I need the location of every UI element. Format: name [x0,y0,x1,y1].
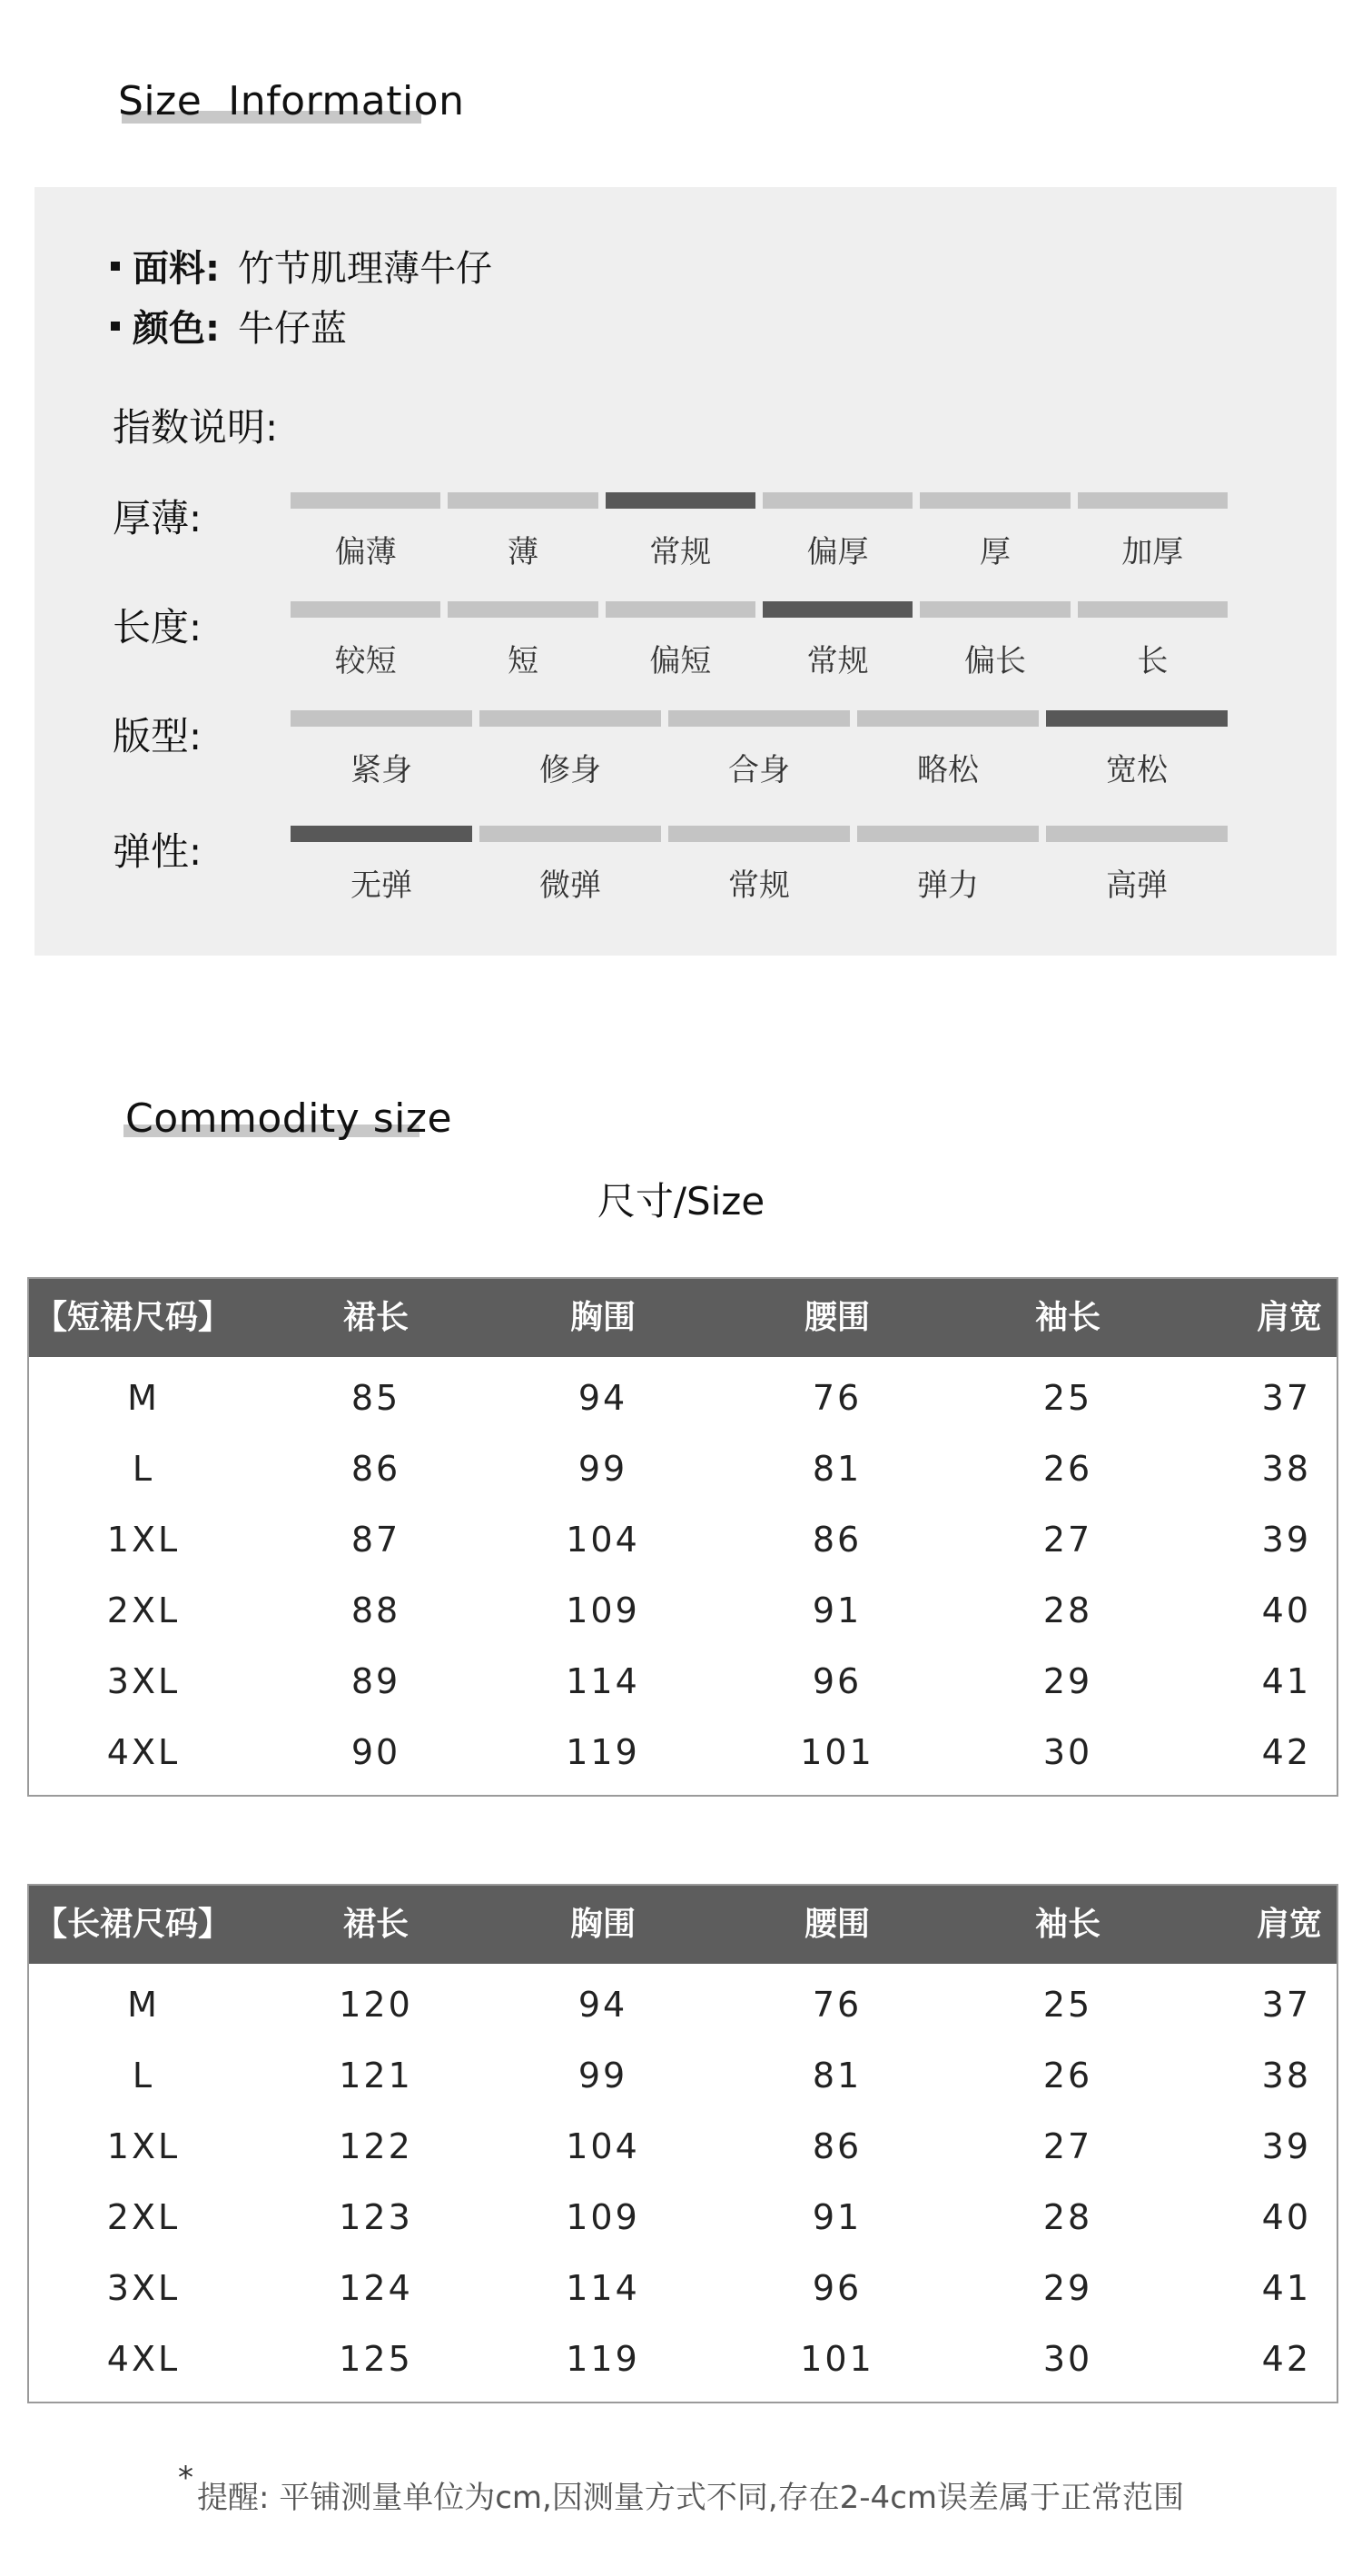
table-header-cell: 胸围 [569,1299,636,1336]
table-cell: 96 [812,1661,863,1701]
scale-option-label: 薄 [507,534,538,570]
scale-option-label: 厚 [979,534,1011,570]
table-cell: 125 [339,2339,413,2379]
scale-option-label: 加厚 [1121,534,1184,570]
table-cell: 109 [566,2197,640,2237]
table-header [29,1279,1337,1357]
scale-segment [448,492,597,509]
scale-segment [448,601,597,618]
table-cell: 42 [1261,1732,1311,1772]
scale-label: 厚薄: [113,496,202,540]
bullet-icon [111,262,120,271]
table-header [29,1886,1337,1964]
size-label-cell: 2XL [106,2197,181,2237]
scale-option-label: 偏厚 [806,534,869,570]
table-cell: 94 [577,1378,628,1418]
table-row [29,1362,1337,1433]
table-cell: 91 [812,1590,863,1630]
table-cell: 91 [812,2197,863,2237]
table-cell: 86 [812,2126,863,2166]
table-cell: 38 [1261,2056,1311,2095]
note-star: * [177,2460,193,2496]
scale-option-label: 无弹 [350,867,412,904]
table-header-cell: 袖长 [1034,1299,1100,1336]
table-row [29,2323,1337,2394]
table-cell: 85 [350,1378,401,1418]
fabric-row [111,240,492,292]
size-table [27,1884,1338,2403]
fabric-key: 面料: [133,248,220,290]
table-header-cell: 裙长 [342,1906,409,1943]
scale-option-label: 偏长 [963,643,1026,679]
scale-option-label: 偏薄 [334,534,397,570]
table-cell: 25 [1042,1378,1093,1418]
scale-segment-selected [763,601,913,618]
scale-option-label: 略松 [917,752,979,788]
size-label-cell: 1XL [106,2126,181,2166]
table-cell: 109 [566,1590,640,1630]
scale-segment [291,601,440,618]
table-cell: 76 [812,1985,863,2025]
table-cell: 114 [566,2268,640,2308]
table-row [29,1646,1337,1717]
table-cell: 42 [1261,2339,1311,2379]
table-cell: 29 [1042,2268,1093,2308]
table-cell: 119 [566,1732,640,1772]
table-cell: 26 [1042,1449,1093,1489]
table-cell: 89 [350,1661,401,1701]
table-header-cell: 袖长 [1034,1906,1100,1943]
color-row [111,300,347,352]
size-label-cell: 4XL [106,2339,181,2379]
table-cell: 121 [339,2056,413,2095]
table-row [29,1575,1337,1646]
size-label-cell: 2XL [106,1590,181,1630]
table-row [29,1504,1337,1575]
table-cell: 123 [339,2197,413,2237]
scale-label: 弹性: [113,829,202,874]
size-label-cell: L [132,1449,155,1489]
table-cell: 39 [1261,2126,1311,2166]
scale-segment [668,710,850,727]
table-cell: 101 [800,2339,874,2379]
table-title-cell: 【长裙尺码】 [35,1906,232,1943]
table-row [29,2182,1337,2253]
table-header-cell: 肩宽 [1256,1906,1322,1943]
scale-label: 版型: [113,714,202,758]
size-label-cell: M [127,1985,160,2025]
table-cell: 40 [1261,2197,1311,2237]
scale-option-label: 常规 [806,643,869,679]
table-header-cell: 胸围 [569,1906,636,1943]
scale-option-label: 常规 [649,534,712,570]
table-cell: 30 [1042,1732,1093,1772]
scale-option-label: 短 [507,643,538,679]
table-cell: 104 [566,2126,640,2166]
table-cell: 90 [350,1732,401,1772]
table-cell: 28 [1042,1590,1093,1630]
scale-segment [763,492,913,509]
table-cell: 37 [1261,1378,1311,1418]
table-cell: 41 [1261,2268,1311,2308]
scale-segment [920,601,1070,618]
table-cell: 120 [339,1985,413,2025]
table-bottom-padding [29,2394,1337,2402]
table-cell: 104 [566,1520,640,1560]
fabric-value: 竹节肌理薄牛仔 [238,248,492,290]
index-heading: 指数说明: [113,405,279,450]
table-cell: 81 [812,1449,863,1489]
table-cell: 99 [577,2056,628,2095]
table-cell: 87 [350,1520,401,1560]
scale-option-label: 长 [1137,643,1169,679]
table-cell: 124 [339,2268,413,2308]
table-cell: 86 [350,1449,401,1489]
table-cell: 25 [1042,1985,1093,2025]
scale-option-label: 偏短 [649,643,712,679]
table-cell: 27 [1042,1520,1093,1560]
table-cell: 96 [812,2268,863,2308]
scale-segment [1046,826,1228,842]
table-bottom-padding [29,1788,1337,1795]
table-cell: 101 [800,1732,874,1772]
size-caption: 尺寸/Size [597,1179,765,1224]
color-key: 颜色: [133,308,220,350]
table-cell: 37 [1261,1985,1311,2025]
table-cell: 27 [1042,2126,1093,2166]
scale-option-label: 紧身 [350,752,412,788]
table-row [29,2040,1337,2111]
measurement-note [0,2460,1362,2517]
table-cell: 41 [1261,1661,1311,1701]
scale-segment [857,826,1039,842]
scale-segment-selected [1046,710,1228,727]
scale-segment [479,710,661,727]
table-cell: 26 [1042,2056,1093,2095]
table-header-cell: 腰围 [804,1299,870,1336]
scale-option-label: 合身 [728,752,790,788]
table-row [29,1969,1337,2040]
scale-segment [668,826,850,842]
size-label-cell: 3XL [106,1661,181,1701]
scale-option-label: 常规 [728,867,790,904]
table-cell: 88 [350,1590,401,1630]
scale-segment [1078,601,1228,618]
scale-segment [606,601,755,618]
note-text: 提醒: 平铺测量单位为cm,因测量方式不同,存在2-4cm误差属于正常范围 [196,2480,1185,2516]
table-title-cell: 【短裙尺码】 [35,1299,232,1336]
table-row [29,2253,1337,2323]
size-label-cell: M [127,1378,160,1418]
table-cell: 114 [566,1661,640,1701]
size-label-cell: L [132,2056,155,2095]
scale-segment [1078,492,1228,509]
scale-segment [479,826,661,842]
table-cell: 122 [339,2126,413,2166]
table-cell: 76 [812,1378,863,1418]
table-cell: 39 [1261,1520,1311,1560]
scale-option-label: 宽松 [1106,752,1168,788]
size-label-cell: 4XL [106,1732,181,1772]
table-cell: 38 [1261,1449,1311,1489]
scale-segment [291,492,440,509]
scale-option-label: 微弹 [539,867,601,904]
table-cell: 86 [812,1520,863,1560]
size-info-title: Size Information [118,78,465,124]
scale-option-label: 较短 [334,643,397,679]
table-cell: 29 [1042,1661,1093,1701]
scale-segment [920,492,1070,509]
table-cell: 99 [577,1449,628,1489]
table-header-cell: 肩宽 [1256,1299,1322,1336]
table-cell: 94 [577,1985,628,2025]
size-label-cell: 3XL [106,2268,181,2308]
table-row [29,1433,1337,1504]
table-cell: 81 [812,2056,863,2095]
size-table [27,1277,1338,1797]
scale-segment-selected [606,492,755,509]
scale-segment [291,710,472,727]
bullet-icon [111,322,120,331]
table-cell: 119 [566,2339,640,2379]
scale-segment [857,710,1039,727]
table-cell: 28 [1042,2197,1093,2237]
scale-label: 长度: [113,605,202,649]
table-row [29,1717,1337,1788]
table-cell: 40 [1261,1590,1311,1630]
size-label-cell: 1XL [106,1520,181,1560]
table-header-cell: 裙长 [342,1299,409,1336]
color-value: 牛仔蓝 [238,308,347,350]
scale-option-label: 高弹 [1106,867,1168,904]
commodity-title: Commodity size [125,1095,453,1142]
scale-option-label: 弹力 [917,867,979,904]
scale-option-label: 修身 [539,752,601,788]
scale-segment-selected [291,826,472,842]
table-header-cell: 腰围 [804,1906,870,1943]
table-row [29,2111,1337,2182]
table-cell: 30 [1042,2339,1093,2379]
